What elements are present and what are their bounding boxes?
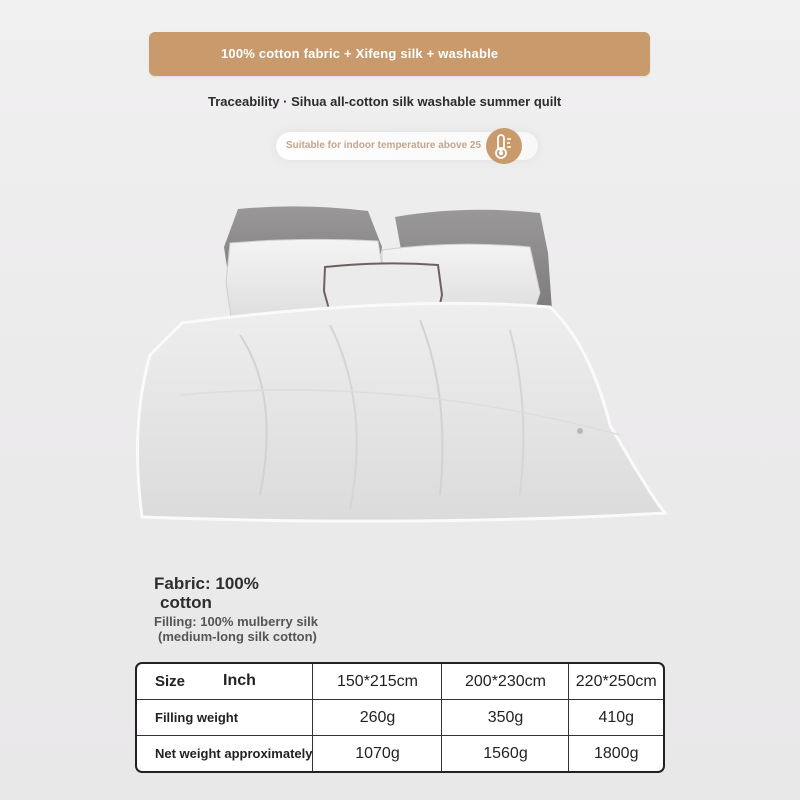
table-cell: 1560g [442, 736, 569, 771]
table-cell: 260g [313, 700, 442, 736]
bed-quilt-illustration [120, 195, 680, 535]
fabric-spec: Fabric: 100% cotton [154, 574, 259, 612]
table-cell: 1800g [593, 744, 639, 762]
banner-text: 100% cotton fabric + Xifeng silk + washable [221, 46, 499, 61]
feature-banner [149, 32, 650, 76]
filling-spec: Filling: 100% mulberry silk (medium-long silk cotton) [154, 614, 318, 644]
product-headline: Traceability · Sihua all-cotton silk washable summer quilt [208, 94, 562, 109]
temperature-text: Suitable for indoor temperature above 25 [286, 140, 482, 151]
temperature-badge [276, 132, 538, 160]
quilt [138, 303, 666, 521]
net-weight-label: Net weight approximately [137, 736, 313, 771]
unit-header: Inch [223, 672, 256, 689]
size-header: Size Inch [137, 664, 313, 700]
size-cell: 200*230cm [442, 664, 569, 700]
table-cell: 350g [442, 700, 569, 736]
table-row [137, 736, 663, 771]
table-row [137, 664, 663, 700]
material-specs [154, 574, 318, 644]
table-cell: 1070g [313, 736, 442, 771]
filling-weight-label: Filling weight [137, 700, 313, 736]
size-cell: 220*250cm [569, 664, 663, 700]
table-row [137, 700, 663, 736]
size-cell: 150*215cm [313, 664, 442, 700]
table-cell: 410g [569, 700, 663, 736]
thermometer-icon [486, 128, 522, 164]
size-spec-table [135, 662, 665, 773]
